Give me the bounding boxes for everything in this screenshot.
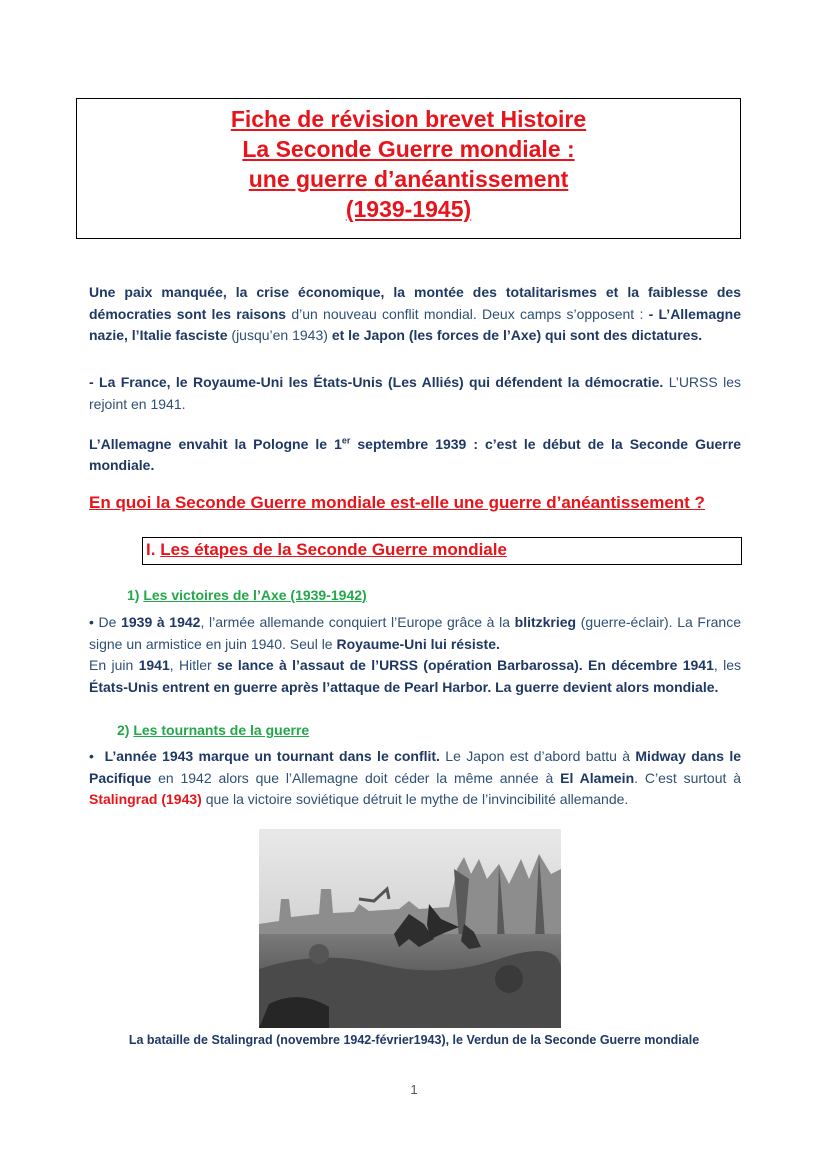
stalingrad-photo (259, 829, 561, 1028)
turning-points-paragraph (89, 746, 741, 811)
intro-paragraph (89, 282, 741, 347)
title-line-2: La Seconde Guerre mondiale : (242, 136, 575, 162)
title-line-3a: une guerre (248, 166, 368, 192)
section-heading-1 (142, 537, 742, 565)
intro-poland-paragraph (89, 430, 741, 477)
s1-i: , Hitler (169, 657, 217, 673)
subheading-2 (117, 722, 309, 738)
s1-e: (guerre-éclair). La France signe un armistice en juin 1940. Seul le (89, 614, 741, 652)
intro-p3-bold: - La France, le Royaume-Uni les États-Unis (Les Alliés) qui défendent la démocratie. (89, 374, 664, 390)
intro-p2-bold1: L’Allemagne nazie, l’Italie fasciste (89, 305, 741, 343)
s2-a: L’année 1943 marque un tournant dans le conflit. (104, 748, 440, 764)
subheading-1-label: Les victoires de l’Axe (1939-1942) (143, 587, 367, 603)
bullet-1: • (89, 614, 94, 630)
section-1-label: Les étapes de la Seconde Guerre mondiale (160, 540, 507, 559)
s1-l: États-Unis entrent en guerre après l’attaque de Pearl Harbor. La guerre devient alors mondiale. (89, 678, 719, 695)
s2-b: Le Japon est d’abord battu à (439, 748, 636, 764)
subheading-2-number: 2) (117, 722, 130, 738)
intro-p4-sup: er (341, 435, 351, 445)
central-question: En quoi la Seconde Guerre mondiale est-elle une guerre d’anéantissement ? (89, 493, 705, 512)
intro-allies-paragraph (89, 372, 741, 415)
bullet-2: • (89, 748, 94, 764)
intro-p2-bold2: et le Japon (les forces de l’Axe) qui sont des dictatures. (331, 327, 703, 343)
s1-c: , l’armée allemande conquiert l’Europe grâce à la (200, 614, 515, 630)
axis-victories-paragraph (89, 612, 741, 698)
subheading-1 (127, 587, 367, 603)
s2-c: Midway dans le Pacifique (89, 748, 741, 786)
title-box (76, 98, 741, 239)
s2-h: que la victoire soviétique détruit le mythe de l’invincibilité allemande. (201, 791, 629, 807)
subheading-1-number: 1) (127, 587, 140, 603)
s1-h: 1941 (138, 657, 170, 673)
title-line-4: (1939-1945) (345, 196, 472, 222)
s1-g: En juin (89, 657, 139, 673)
page-number: 1 (410, 1082, 418, 1097)
title-line-3 (77, 164, 740, 194)
section-1-number: I. (146, 540, 156, 559)
s2-f: . C’est surtout à (634, 769, 742, 786)
photo-caption: La bataille de Stalingrad (novembre 1942-février1943), le Verdun de la Seconde Guerre mondiale (128, 1033, 700, 1047)
intro-p3-rest: L’URSS les rejoint en 1941. (89, 374, 741, 412)
intro-p1-dash: - (648, 305, 654, 322)
s1-k: , les (713, 657, 741, 673)
s2-e: El Alamein (560, 769, 635, 786)
stalingrad-photo-illustration (259, 829, 561, 1028)
subheading-2-label: Les tournants de la guerre (133, 722, 310, 738)
intro-p1-bold: Une paix manquée, la crise économique, la montée des totalitarismes et la faiblesse des démocraties sont les raisons (89, 284, 741, 322)
intro-p4a: L’Allemagne envahit la Pologne le 1 (89, 435, 342, 452)
title-line-3b: d’anéantissement (373, 166, 569, 192)
s2-d: en 1942 alors que l’Allemagne doit céder la même année à (151, 769, 561, 786)
s1-f: Royaume-Uni lui résiste. (336, 635, 500, 652)
intro-p1-rest: d’un nouveau conflit mondial. Deux camps s’opposent : (286, 305, 649, 322)
s1-a: De (93, 614, 122, 630)
s1-d: blitzkrieg (514, 614, 577, 630)
title-line-1: Fiche de révision brevet Histoire (230, 106, 587, 132)
intro-p2-plain: (jusqu’en 1943) (227, 327, 332, 343)
s2-g: Stalingrad (1943) (89, 791, 202, 807)
intro-p4b: septembre 1939 : c’est le début de la Seconde Guerre mondiale. (89, 435, 741, 474)
s1-j: se lance à l’assaut de l’URSS (opération Barbarossa). En décembre 1941 (216, 657, 714, 673)
s1-b: 1939 à 1942 (121, 614, 201, 630)
